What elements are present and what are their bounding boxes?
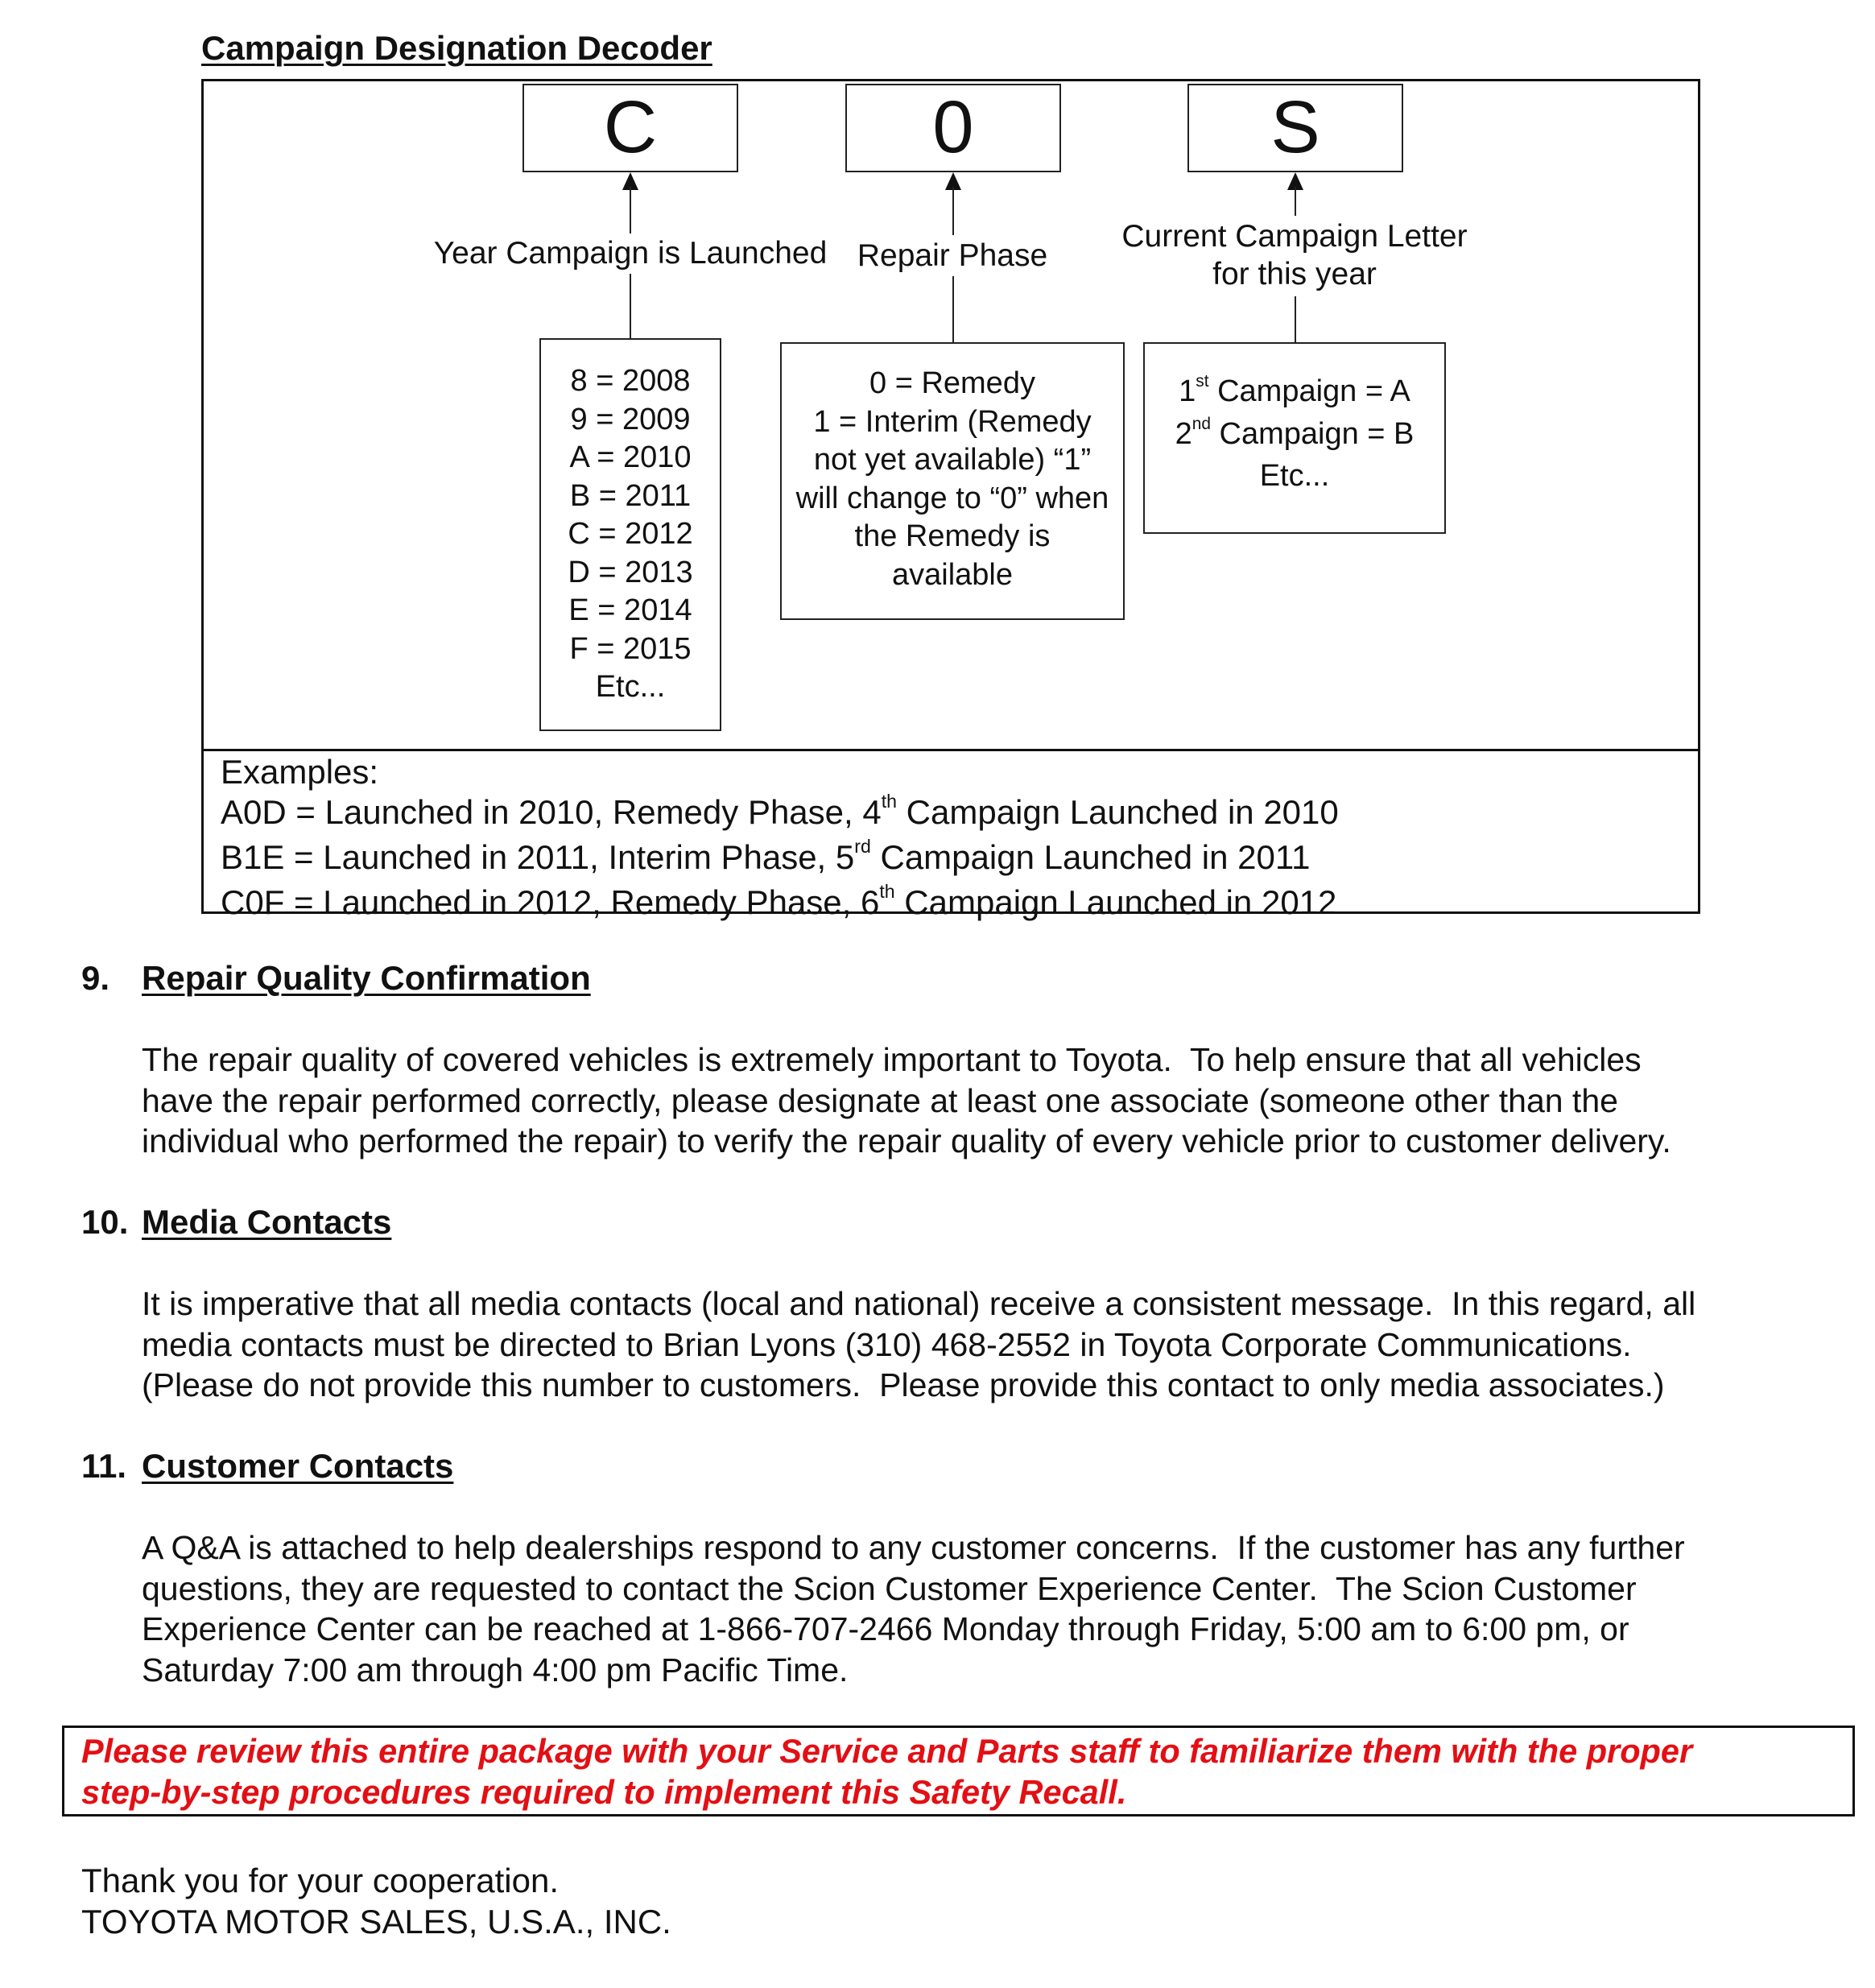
body-line: individual who performed the repair) to verify the repair quality of every vehicle prior to customer delivery. <box>142 1122 1671 1159</box>
campaign-letter-line: 1st Campaign = A <box>1179 372 1410 408</box>
examples-block <box>221 752 1339 928</box>
decoder-title: Campaign Designation Decoder <box>201 29 712 67</box>
example-row: B1E = Launched in 2011, Interim Phase, 5rd Campaign Launched in 2011 <box>221 836 1311 876</box>
section-number: 11. <box>81 1447 127 1485</box>
letter-arrow-line <box>1295 187 1296 216</box>
section-number: 9. <box>81 959 110 997</box>
phase-line: available <box>892 557 1013 592</box>
body-line: media contacts must be directed to Brian Lyons (310) 468-2552 in Toyota Corporate Communications. <box>142 1325 1632 1363</box>
year-code-char-box: C <box>522 84 738 172</box>
year-code: D = 2013 <box>568 555 693 589</box>
year-code: Etc... <box>595 670 666 704</box>
phase-code-char-box: 0 <box>845 84 1061 172</box>
section-title-media-contacts: Media Contacts <box>142 1203 392 1241</box>
campaign-letter-line: Etc... <box>1259 459 1330 493</box>
example-row: A0D = Launched in 2010, Remedy Phase, 4th Campaign Launched in 2010 <box>221 791 1339 831</box>
decoder-divider <box>201 749 1700 751</box>
phase-line: not yet available) “1” <box>813 443 1092 477</box>
year-code: F = 2015 <box>569 631 692 666</box>
year-connector <box>630 274 631 338</box>
example-row: C0F = Launched in 2012, Remedy Phase, 6th Campaign Launched in 2012 <box>221 881 1337 921</box>
notice-line: Please review this entire package with your Service and Parts staff to familiarize them with the proper <box>81 1732 1693 1770</box>
year-arrow-line <box>630 187 631 234</box>
year-code: C = 2012 <box>568 517 693 551</box>
letter-label-line2: for this year <box>1212 257 1377 291</box>
campaign-letter-box <box>1143 342 1446 534</box>
closing-block <box>81 1861 671 1942</box>
year-codes-box <box>539 338 721 731</box>
body-line: (Please do not provide this number to customers. Please provide this contact to only media associates.) <box>142 1366 1665 1403</box>
body-line: Saturday 7:00 am through 4:00 pm Pacific Time. <box>142 1651 849 1688</box>
section-body-customer-contacts <box>142 1527 1685 1690</box>
phase-connector <box>952 276 954 342</box>
section-body-media-contacts <box>142 1283 1695 1406</box>
closing-thanks: Thank you for your cooperation. <box>81 1862 560 1899</box>
phase-label: Repair Phase <box>857 238 1048 273</box>
phase-line: the Remedy is <box>854 519 1051 553</box>
section-title-customer-contacts: Customer Contacts <box>142 1447 454 1485</box>
year-code: 9 = 2009 <box>570 402 691 436</box>
phase-line: 0 = Remedy <box>869 366 1035 400</box>
letter-code-char-box: S <box>1187 84 1403 172</box>
phase-line: will change to “0” when <box>795 481 1109 515</box>
phase-arrow-line <box>952 187 954 235</box>
section-body-repair-quality <box>142 1039 1671 1162</box>
year-code: 8 = 2008 <box>570 364 691 398</box>
campaign-letter-line: 2nd Campaign = B <box>1175 414 1415 451</box>
letter-label-line1: Current Campaign Letter <box>1121 219 1468 254</box>
closing-signature: TOYOTA MOTOR SALES, U.S.A., INC. <box>81 1902 671 1940</box>
year-code: A = 2010 <box>569 440 692 474</box>
body-line: have the repair performed correctly, please designate at least one associate (someone other than the <box>142 1081 1618 1119</box>
safety-recall-notice <box>81 1731 1692 1812</box>
body-line: The repair quality of covered vehicles is extremely important to Toyota. To help ensure that all vehicles <box>142 1041 1642 1078</box>
letter-connector <box>1295 296 1296 342</box>
body-line: A Q&A is attached to help dealerships respond to any customer concerns. If the customer has any further <box>142 1529 1685 1566</box>
notice-line: step-by-step procedures required to implement this Safety Recall. <box>81 1772 1127 1811</box>
body-line: It is imperative that all media contacts (local and national) receive a consistent message. In this regard, all <box>142 1285 1696 1322</box>
phase-line: 1 = Interim (Remedy <box>813 404 1092 439</box>
body-line: questions, they are requested to contact the Scion Customer Experience Center. The Scion Customer <box>142 1569 1637 1607</box>
year-code: E = 2014 <box>568 593 692 627</box>
year-label: Year Campaign is Launched <box>433 236 828 271</box>
year-code: B = 2011 <box>569 478 692 513</box>
examples-heading: Examples: <box>221 753 379 791</box>
phase-description-box <box>780 342 1125 620</box>
section-title-repair-quality: Repair Quality Confirmation <box>142 959 591 997</box>
section-number: 10. <box>81 1203 129 1241</box>
body-line: Experience Center can be reached at 1-866-707-2466 Monday through Friday, 5:00 am to 6:00 pm, or <box>142 1610 1629 1647</box>
